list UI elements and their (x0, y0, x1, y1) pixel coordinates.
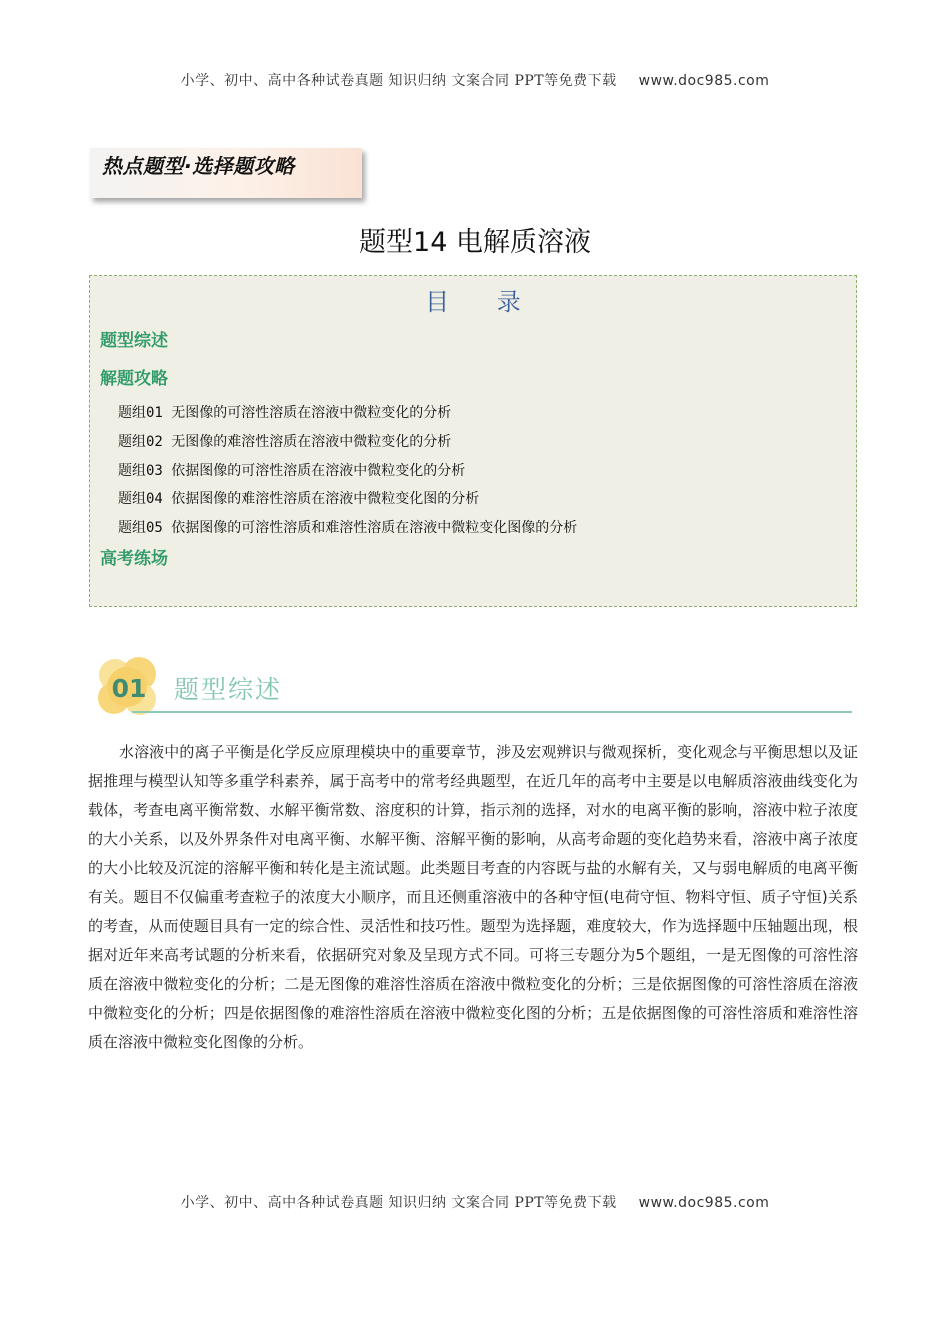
toc-section-practice[interactable]: 高考练场 (100, 549, 168, 569)
toc-section-overview[interactable]: 题型综述 (100, 331, 168, 351)
toc-title: 目 录 (425, 288, 541, 316)
page-header (0, 70, 950, 90)
toc-section-strategy[interactable]: 解题攻略 (100, 369, 168, 389)
overview-paragraph: 水溶液中的离子平衡是化学反应原理模块中的重要章节，涉及宏观辨识与微观探析，变化观念与平衡思想以及证据推理与模型认知等多重学科素养，属于高考中的常考经典题型，在近几年的高考中主要是以电解质溶液曲线变化为载体，考查电离平衡常数、水解平衡常数、溶度积的计算，指示剂的选择，对水的电离平衡的影响，溶液中粒子浓度的大小关系，以及外界条件对电离平衡、水解平衡、溶解平衡的影响，从高考命题的变化趋势来看，溶液中离子浓度的大小比较及沉淀的溶解平衡和转化是主流试题。此类题目考查的内容既与盐的水解有关，又与弱电解质的电离平衡有关。题目不仅偏重考查粒子的浓度大小顺序，而且还侧重溶液中的各种守恒(电荷守恒、物料守恒、质子守恒)关系的考查，从而使题目具有一定的综合性、灵活性和技巧性。题型为选择题，难度较大，作为选择题中压轴题出现，根据对近年来高考试题的分析来看，依据研究对象及呈现方式不同。可将三专题分为5个题组，一是无图像的可溶性溶质在溶液中微粒变化的分析；二是无图像的难溶性溶质在溶液中微粒变化的分析；三是依据图像的可溶性溶质在溶液中微粒变化的分析；四是依据图像的难溶性溶质在溶液中微粒变化图的分析；五是依据图像的可溶性溶质和难溶性溶质在溶液中微粒变化图像的分析。 (88, 743, 858, 1051)
toc-item[interactable]: 题组05 依据图像的可溶性溶质和难溶性溶质在溶液中微粒变化图像的分析 (118, 520, 578, 536)
section-title: 题型综述 (174, 675, 283, 704)
toc-item[interactable]: 题组01 无图像的可溶性溶质在溶液中微粒变化的分析 (118, 405, 452, 421)
toc-item[interactable]: 题组04 依据图像的难溶性溶质在溶液中微粒变化图的分析 (118, 491, 480, 507)
footer-text: 小学、初中、高中各种试卷真题 知识归纳 文案合同 PPT等免费下载 (180, 1195, 617, 1211)
header-text: 小学、初中、高中各种试卷真题 知识归纳 文案合同 PPT等免费下载 (180, 73, 617, 89)
section-divider (132, 711, 852, 713)
toc-item[interactable]: 题组03 依据图像的可溶性溶质在溶液中微粒变化的分析 (118, 463, 466, 479)
section-number: 01 (111, 674, 147, 703)
banner-text: 热点题型·选择题攻略 (102, 154, 295, 178)
table-of-contents (89, 275, 857, 607)
toc-item[interactable]: 题组02 无图像的难溶性溶质在溶液中微粒变化的分析 (118, 434, 452, 450)
page-footer (0, 1192, 950, 1212)
header-site-link[interactable]: www.doc985.com (638, 73, 770, 89)
footer-site-link[interactable]: www.doc985.com (638, 1195, 770, 1211)
page-title: 题型14 电解质溶液 (359, 227, 591, 258)
hot-topic-banner (90, 148, 362, 198)
